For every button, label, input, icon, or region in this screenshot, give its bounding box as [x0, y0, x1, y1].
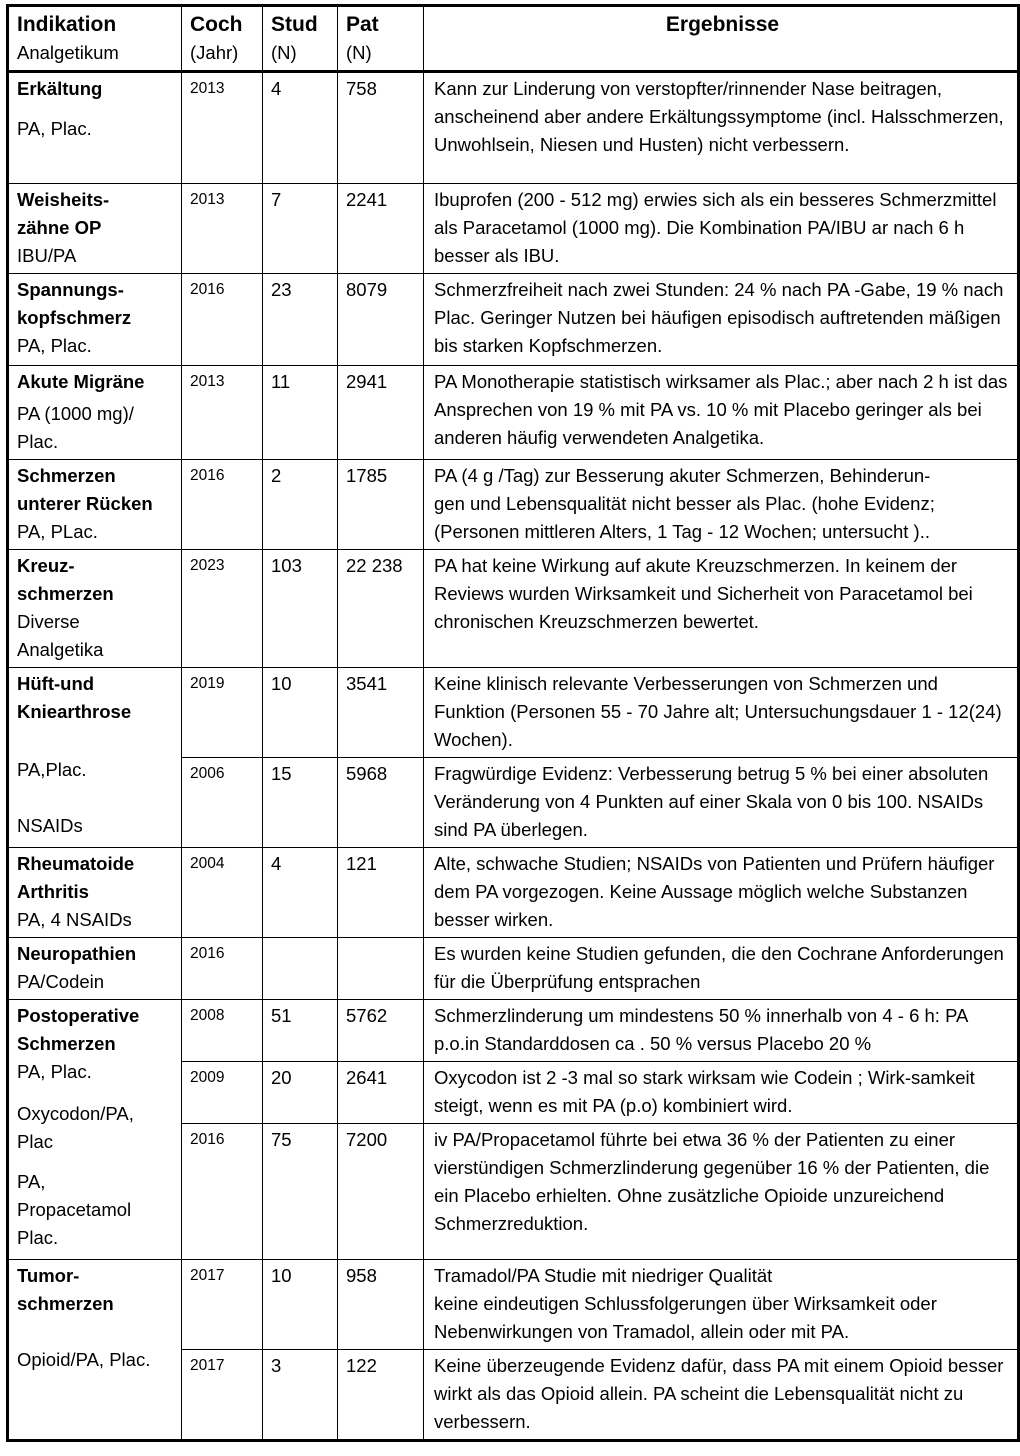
indication-cell: Weisheits- zähne OP IBU/PA: [8, 184, 182, 274]
year-cell: 2016: [182, 1124, 263, 1260]
table-row: [8, 848, 1019, 938]
year-cell: 2016: [182, 274, 263, 366]
indication-cell: Erkältung PA, Plac.: [8, 72, 182, 184]
table-row: [8, 72, 1019, 184]
year-cell: 2008: [182, 1000, 263, 1062]
result-cell: iv PA/Propacetamol führte bei etwa 36 % der Patienten zu einer vierstündigen Schmerzlinderung gegenüber 16 % der Patienten, die ein Placebo erhielten. Ohne zusätzliche Opioide unzureichend Schmerzreduktion.: [424, 1124, 1019, 1260]
year-cell: 2004: [182, 848, 263, 938]
studies-cell: 15: [263, 758, 338, 848]
patients-cell: 121: [338, 848, 424, 938]
table-row: [8, 550, 1019, 668]
indication-cell: Neuropathien PA/Codein: [8, 938, 182, 1000]
year-cell: 2013: [182, 72, 263, 184]
studies-cell: 7: [263, 184, 338, 274]
result-cell: Kann zur Linderung von verstopfter/rinnender Nase beitragen, anscheinend aber andere Erkältungssymptome (incl. Halsschmerzen, Unwohlsein, Niesen und Husten) nicht verbessern.: [424, 72, 1019, 184]
result-cell: Oxycodon ist 2 -3 mal so stark wirksam wie Codein ; Wirk-samkeit steigt, wenn es mit PA (p.o) kombiniert wird.: [424, 1062, 1019, 1124]
patients-cell: 2641: [338, 1062, 424, 1124]
year-cell: 2016: [182, 938, 263, 1000]
indication-cell: Kreuz- schmerzen Diverse Analgetika: [8, 550, 182, 668]
studies-cell: 103: [263, 550, 338, 668]
studies-cell: 10: [263, 668, 338, 758]
indication-cell: Postoperative Schmerzen PA, Plac. Oxycodon/PA, Plac PA, Propacetamol Plac.: [8, 1000, 182, 1260]
year-cell: 2023: [182, 550, 263, 668]
patients-cell: 1785: [338, 460, 424, 550]
result-cell: Schmerzlinderung um mindestens 50 % innerhalb von 4 - 6 h: PA p.o.in Standarddosen ca . 50 % versus Placebo 20 %: [424, 1000, 1019, 1062]
table-row: [8, 184, 1019, 274]
result-cell: Schmerzfreiheit nach zwei Stunden: 24 % nach PA -Gabe, 19 % nach Plac. Geringer Nutzen bei häufigen episodisch auftretenden mäßigen bis starken Kopfschmerzen.: [424, 274, 1019, 366]
header-ergebnisse: Ergebnisse: [424, 6, 1019, 72]
studies-cell: 3: [263, 1350, 338, 1441]
studies-cell: 20: [263, 1062, 338, 1124]
patients-cell: 5968: [338, 758, 424, 848]
indication-cell: Akute Migräne PA (1000 mg)/ Plac.: [8, 366, 182, 460]
year-cell: 2013: [182, 366, 263, 460]
cochrane-table: [6, 4, 1020, 1442]
table-row: [8, 366, 1019, 460]
studies-cell: 75: [263, 1124, 338, 1260]
studies-cell: 2: [263, 460, 338, 550]
header-row: [8, 6, 1019, 72]
patients-cell: 5762: [338, 1000, 424, 1062]
patients-cell: 2241: [338, 184, 424, 274]
patients-cell: 3541: [338, 668, 424, 758]
result-cell: Keine klinisch relevante Verbesserungen von Schmerzen und Funktion (Personen 55 - 70 Jahre alt; Untersuchungsdauer 1 - 12(24) Wochen).: [424, 668, 1019, 758]
year-cell: 2017: [182, 1260, 263, 1350]
result-cell: Es wurden keine Studien gefunden, die den Cochrane Anforderungen für die Überprüfung entsprachen: [424, 938, 1019, 1000]
patients-cell: 8079: [338, 274, 424, 366]
header-pat: Pat (N): [338, 6, 424, 72]
studies-cell: 23: [263, 274, 338, 366]
table-row: [8, 668, 1019, 758]
year-cell: 2019: [182, 668, 263, 758]
patients-cell: [338, 938, 424, 1000]
header-stud: Stud (N): [263, 6, 338, 72]
indication-cell: Rheumatoide Arthritis PA, 4 NSAIDs: [8, 848, 182, 938]
table-row: [8, 938, 1019, 1000]
studies-cell: 4: [263, 848, 338, 938]
indication-cell: Spannungs- kopfschmerz PA, Plac.: [8, 274, 182, 366]
result-cell: PA (4 g /Tag) zur Besserung akuter Schmerzen, Behinderun- gen und Lebensqualität nicht besser als Plac. (hohe Evidenz; (Personen mittleren Alters, 1 Tag - 12 Wochen; untersucht )..: [424, 460, 1019, 550]
table-row: [8, 274, 1019, 366]
patients-cell: 2941: [338, 366, 424, 460]
year-cell: 2013: [182, 184, 263, 274]
table-row: [8, 1260, 1019, 1350]
result-cell: PA Monotherapie statistisch wirksamer als Plac.; aber nach 2 h ist das Ansprechen von 19 % mit PA vs. 10 % mit Placebo geringer als bei anderen häufig verwendeten Analgetika.: [424, 366, 1019, 460]
table-row: [8, 460, 1019, 550]
header-indikation: Indikation Analgetikum: [8, 6, 182, 72]
result-cell: Alte, schwache Studien; NSAIDs von Patienten und Prüfern häufiger dem PA vorgezogen. Keine Aussage möglich welche Substanzen besser wirken.: [424, 848, 1019, 938]
studies-cell: 51: [263, 1000, 338, 1062]
result-cell: Fragwürdige Evidenz: Verbesserung betrug 5 % bei einer absoluten Veränderung von 4 Punkten auf einer Skala von 0 bis 100. NSAIDs sind PA überlegen.: [424, 758, 1019, 848]
studies-cell: [263, 938, 338, 1000]
patients-cell: 7200: [338, 1124, 424, 1260]
studies-cell: 10: [263, 1260, 338, 1350]
indication-cell: Tumor- schmerzen Opioid/PA, Plac.: [8, 1260, 182, 1441]
studies-cell: 11: [263, 366, 338, 460]
patients-cell: 758: [338, 72, 424, 184]
indication-cell: Schmerzen unterer Rücken PA, PLac.: [8, 460, 182, 550]
year-cell: 2006: [182, 758, 263, 848]
year-cell: 2009: [182, 1062, 263, 1124]
patients-cell: 122: [338, 1350, 424, 1441]
patients-cell: 958: [338, 1260, 424, 1350]
result-cell: Tramadol/PA Studie mit niedriger Qualität keine eindeutigen Schlussfolgerungen über Wirksamkeit oder Nebenwirkungen von Tramadol, allein oder mit PA.: [424, 1260, 1019, 1350]
patients-cell: 22 238: [338, 550, 424, 668]
result-cell: Ibuprofen (200 - 512 mg) erwies sich als ein besseres Schmerzmittel als Paracetamol (1000 mg). Die Kombination PA/IBU ar nach 6 h besser als IBU.: [424, 184, 1019, 274]
year-cell: 2016: [182, 460, 263, 550]
header-coch: Coch (Jahr): [182, 6, 263, 72]
table-row: [8, 1000, 1019, 1062]
result-cell: PA hat keine Wirkung auf akute Kreuzschmerzen. In keinem der Reviews wurden Wirksamkeit und Sicherheit von Paracetamol bei chronischen Kreuzschmerzen bewertet.: [424, 550, 1019, 668]
result-cell: Keine überzeugende Evidenz dafür, dass PA mit einem Opioid besser wirkt als das Opioid allein. PA scheint die Lebensqualität nicht zu verbessern.: [424, 1350, 1019, 1441]
indication-cell: Hüft-und Kniearthrose PA,Plac. NSAIDs: [8, 668, 182, 848]
year-cell: 2017: [182, 1350, 263, 1441]
studies-cell: 4: [263, 72, 338, 184]
